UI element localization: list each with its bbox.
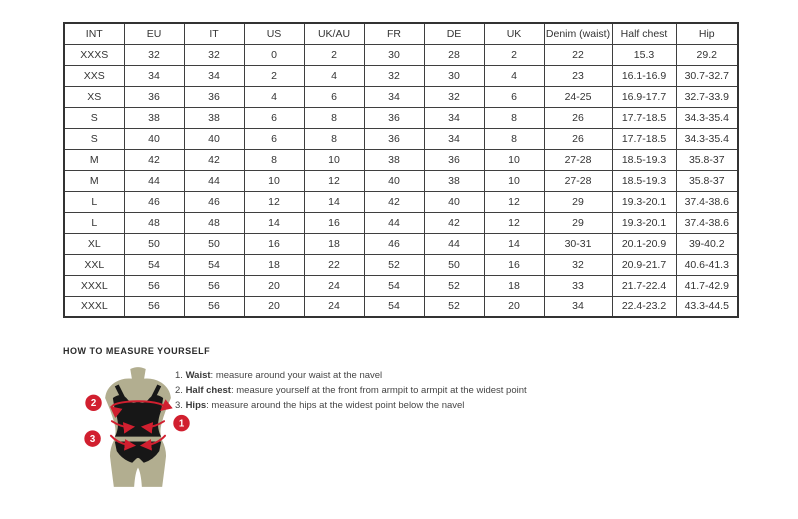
size-cell: 6: [244, 128, 304, 149]
size-cell: 34: [424, 128, 484, 149]
size-cell: 46: [124, 191, 184, 212]
size-cell: 42: [124, 149, 184, 170]
size-cell: XXXL: [64, 275, 124, 296]
size-cell: 23: [544, 65, 612, 86]
size-row: [64, 149, 738, 170]
size-cell: 27-28: [544, 149, 612, 170]
size-cell: 6: [304, 86, 364, 107]
size-cell: 35.8-37: [676, 170, 738, 191]
size-row: [64, 212, 738, 233]
size-cell: 33: [544, 275, 612, 296]
size-cell: 2: [244, 65, 304, 86]
size-cell: 18.5-19.3: [612, 170, 676, 191]
size-cell: 54: [364, 296, 424, 317]
size-cell: 12: [484, 191, 544, 212]
size-cell: 27-28: [544, 170, 612, 191]
size-cell: 15.3: [612, 44, 676, 65]
size-cell: 44: [184, 170, 244, 191]
size-cell: 20.9-21.7: [612, 254, 676, 275]
size-cell: 6: [244, 107, 304, 128]
size-cell: 16: [244, 233, 304, 254]
column-header: US: [244, 23, 304, 44]
size-cell: XL: [64, 233, 124, 254]
measure-steps-list: [175, 371, 527, 416]
column-header: DE: [424, 23, 484, 44]
size-cell: 34.3-35.4: [676, 128, 738, 149]
size-cell: 6: [484, 86, 544, 107]
size-cell: XS: [64, 86, 124, 107]
size-cell: 16: [484, 254, 544, 275]
size-cell: 42: [424, 212, 484, 233]
size-row: [64, 275, 738, 296]
size-chart-header-row: [64, 23, 738, 44]
size-cell: 8: [304, 128, 364, 149]
size-cell: L: [64, 212, 124, 233]
size-cell: 34: [364, 86, 424, 107]
size-cell: 4: [484, 65, 544, 86]
size-cell: 20.1-20.9: [612, 233, 676, 254]
size-cell: 37.4-38.6: [676, 191, 738, 212]
size-cell: 32: [544, 254, 612, 275]
size-row: [64, 254, 738, 275]
size-cell: 28: [424, 44, 484, 65]
size-cell: 24: [304, 275, 364, 296]
size-cell: 20: [244, 275, 304, 296]
size-cell: 12: [484, 212, 544, 233]
size-cell: 22.4-23.2: [612, 296, 676, 317]
size-cell: 36: [364, 128, 424, 149]
size-cell: 16.1-16.9: [612, 65, 676, 86]
size-cell: 36: [364, 107, 424, 128]
size-cell: 32: [424, 86, 484, 107]
size-cell: 29: [544, 191, 612, 212]
size-cell: 54: [184, 254, 244, 275]
size-cell: 34: [424, 107, 484, 128]
size-cell: 37.4-38.6: [676, 212, 738, 233]
size-cell: 50: [124, 233, 184, 254]
step-number: 3.: [175, 400, 186, 411]
size-row: [64, 128, 738, 149]
step-text: : measure around your waist at the navel: [210, 370, 383, 381]
size-cell: 52: [424, 296, 484, 317]
step-text: : measure yourself at the front from armpit to armpit at the widest point: [230, 385, 527, 396]
chest-marker-badge: 2: [90, 398, 97, 410]
size-cell: 16.9-17.7: [612, 86, 676, 107]
size-cell: 39-40.2: [676, 233, 738, 254]
size-cell: 38: [184, 107, 244, 128]
size-row: [64, 107, 738, 128]
size-cell: 40: [424, 191, 484, 212]
size-cell: 30: [364, 44, 424, 65]
size-cell: 30-31: [544, 233, 612, 254]
step-number: 1.: [175, 370, 186, 381]
size-cell: 48: [124, 212, 184, 233]
size-cell: 10: [304, 149, 364, 170]
size-cell: 18: [484, 275, 544, 296]
size-cell: 4: [304, 65, 364, 86]
size-chart-body: [64, 44, 738, 317]
size-cell: 52: [424, 275, 484, 296]
size-cell: 8: [304, 107, 364, 128]
measure-step: [175, 371, 527, 381]
size-cell: XXL: [64, 254, 124, 275]
size-cell: 50: [424, 254, 484, 275]
step-label: Waist: [185, 370, 211, 381]
size-cell: 30: [424, 65, 484, 86]
column-header: IT: [184, 23, 244, 44]
size-row: [64, 191, 738, 212]
size-cell: 10: [244, 170, 304, 191]
size-cell: 56: [124, 296, 184, 317]
size-cell: 0: [244, 44, 304, 65]
size-cell: 56: [124, 275, 184, 296]
size-cell: 38: [364, 149, 424, 170]
size-cell: 24: [304, 296, 364, 317]
size-cell: 38: [124, 107, 184, 128]
size-cell: 8: [484, 128, 544, 149]
size-cell: 40: [124, 128, 184, 149]
size-cell: 32.7-33.9: [676, 86, 738, 107]
size-cell: 20: [484, 296, 544, 317]
size-cell: 22: [544, 44, 612, 65]
size-cell: XXXS: [64, 44, 124, 65]
size-cell: 34: [184, 65, 244, 86]
waist-marker-badge: 1: [178, 418, 185, 430]
size-cell: M: [64, 170, 124, 191]
size-cell: 16: [304, 212, 364, 233]
column-header: UK: [484, 23, 544, 44]
column-header: Half chest: [612, 23, 676, 44]
size-cell: 29: [544, 212, 612, 233]
size-cell: S: [64, 107, 124, 128]
size-cell: 43.3-44.5: [676, 296, 738, 317]
step-text: : measure around the hips at the widest point below the navel: [206, 400, 465, 411]
step-label: Hips: [185, 400, 207, 411]
size-cell: 22: [304, 254, 364, 275]
size-cell: 29.2: [676, 44, 738, 65]
size-row: [64, 65, 738, 86]
size-cell: 4: [244, 86, 304, 107]
size-cell: 50: [184, 233, 244, 254]
size-cell: 56: [184, 275, 244, 296]
size-cell: 44: [124, 170, 184, 191]
size-cell: 2: [484, 44, 544, 65]
size-cell: 35.8-37: [676, 149, 738, 170]
size-cell: 17.7-18.5: [612, 128, 676, 149]
size-cell: 18: [244, 254, 304, 275]
size-cell: 34.3-35.4: [676, 107, 738, 128]
step-number: 2.: [175, 385, 186, 396]
size-row: [64, 233, 738, 254]
size-cell: M: [64, 149, 124, 170]
column-header: UK/AU: [304, 23, 364, 44]
size-cell: 34: [124, 65, 184, 86]
size-cell: 36: [184, 86, 244, 107]
size-cell: 21.7-22.4: [612, 275, 676, 296]
size-cell: 34: [544, 296, 612, 317]
size-cell: 32: [124, 44, 184, 65]
size-cell: XXS: [64, 65, 124, 86]
size-cell: 24-25: [544, 86, 612, 107]
size-cell: 12: [304, 170, 364, 191]
size-row: [64, 44, 738, 65]
size-cell: 26: [544, 107, 612, 128]
size-cell: 14: [484, 233, 544, 254]
size-row: [64, 170, 738, 191]
size-cell: 10: [484, 149, 544, 170]
size-cell: 46: [184, 191, 244, 212]
size-cell: 40.6-41.3: [676, 254, 738, 275]
size-cell: 8: [244, 149, 304, 170]
size-cell: S: [64, 128, 124, 149]
size-cell: 46: [364, 233, 424, 254]
size-cell: 44: [424, 233, 484, 254]
size-cell: 54: [124, 254, 184, 275]
size-cell: 18.5-19.3: [612, 149, 676, 170]
size-cell: 42: [364, 191, 424, 212]
size-cell: 8: [484, 107, 544, 128]
measure-step: [175, 401, 527, 411]
column-header: EU: [124, 23, 184, 44]
size-cell: 12: [244, 191, 304, 212]
column-header: INT: [64, 23, 124, 44]
size-cell: 36: [124, 86, 184, 107]
size-cell: 42: [184, 149, 244, 170]
size-cell: 56: [184, 296, 244, 317]
size-cell: 44: [364, 212, 424, 233]
size-cell: 38: [424, 170, 484, 191]
size-row: [64, 86, 738, 107]
size-cell: 54: [364, 275, 424, 296]
size-cell: 40: [364, 170, 424, 191]
size-cell: 19.3-20.1: [612, 191, 676, 212]
step-label: Half chest: [185, 385, 231, 396]
size-cell: 26: [544, 128, 612, 149]
size-cell: XXXL: [64, 296, 124, 317]
size-cell: 30.7-32.7: [676, 65, 738, 86]
column-header: Denim (waist): [544, 23, 612, 44]
size-cell: 14: [244, 212, 304, 233]
size-row: [64, 296, 738, 317]
measure-step: [175, 386, 527, 396]
size-cell: 14: [304, 191, 364, 212]
size-cell: 10: [484, 170, 544, 191]
measure-section-title: HOW TO MEASURE YOURSELF: [63, 346, 211, 356]
size-cell: 48: [184, 212, 244, 233]
size-cell: 20: [244, 296, 304, 317]
size-cell: 17.7-18.5: [612, 107, 676, 128]
size-cell: 40: [184, 128, 244, 149]
column-header: Hip: [676, 23, 738, 44]
size-cell: 41.7-42.9: [676, 275, 738, 296]
size-chart-table: [63, 22, 739, 318]
hips-marker-badge: 3: [89, 433, 96, 445]
size-cell: 36: [424, 149, 484, 170]
size-cell: 18: [304, 233, 364, 254]
size-cell: L: [64, 191, 124, 212]
size-cell: 2: [304, 44, 364, 65]
column-header: FR: [364, 23, 424, 44]
size-cell: 32: [184, 44, 244, 65]
size-cell: 19.3-20.1: [612, 212, 676, 233]
size-cell: 32: [364, 65, 424, 86]
size-cell: 52: [364, 254, 424, 275]
